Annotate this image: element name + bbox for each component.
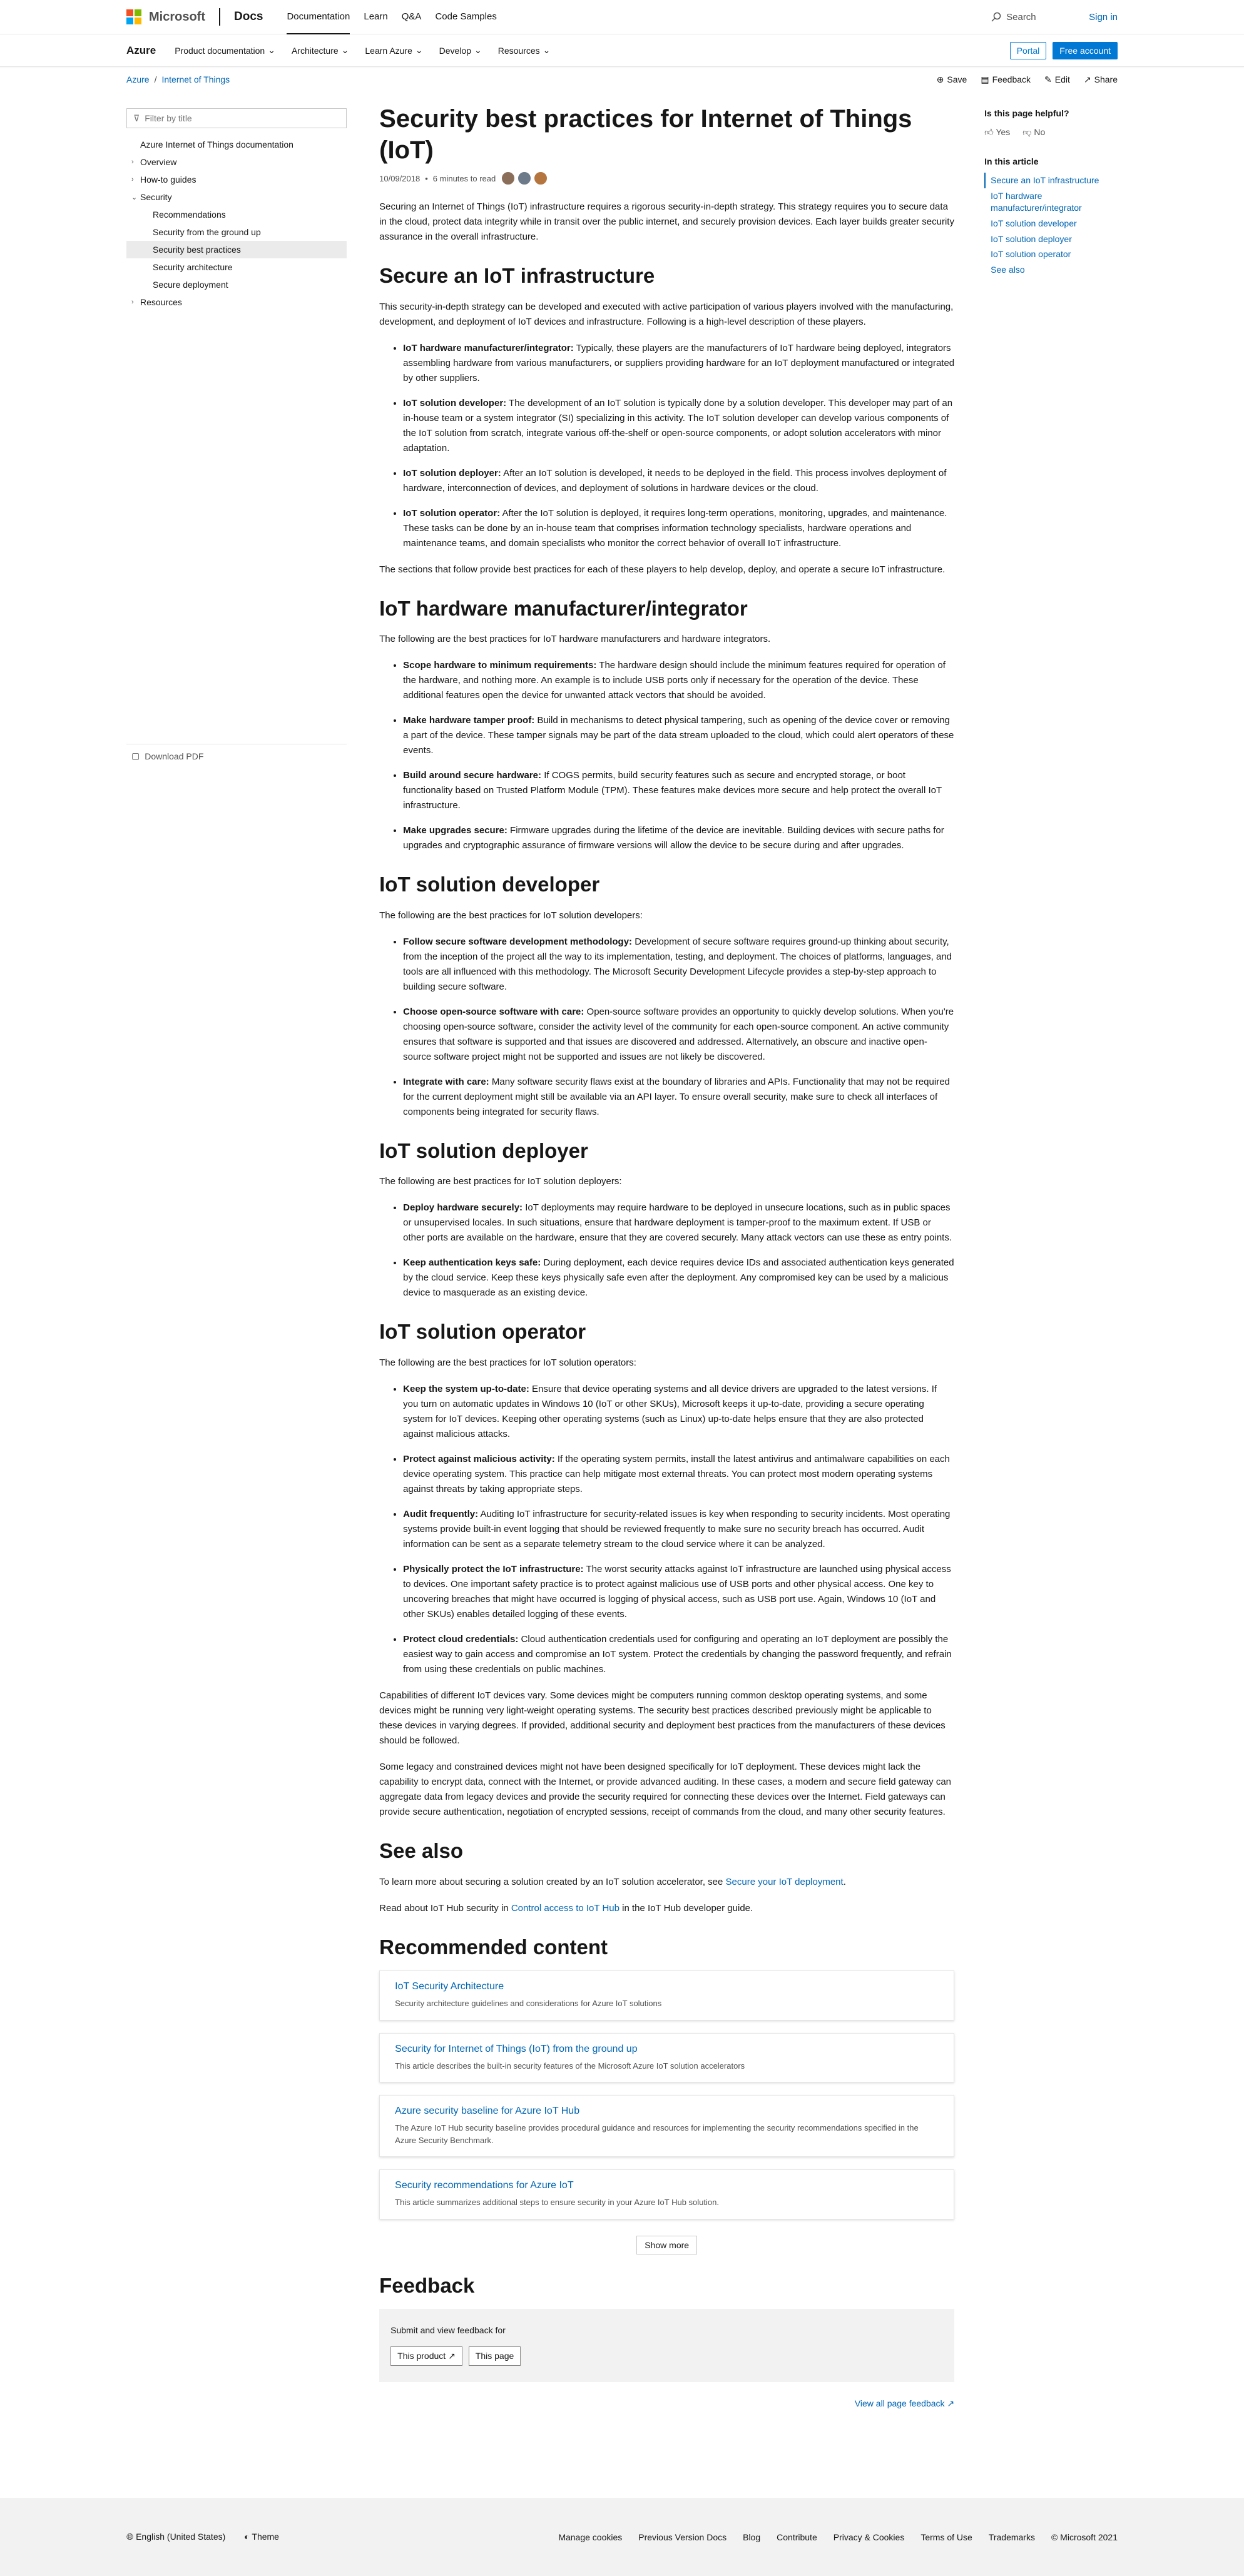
toc-link[interactable]: IoT solution operator: [991, 249, 1071, 260]
toc-item-label: How-to guides: [140, 175, 196, 185]
label: Develop: [439, 45, 471, 56]
chevron-down-icon: ⌄: [543, 45, 551, 55]
item-text: If the operating system permits, install the latest antivirus and antimalware capabilities on each device operating system. This practice can help mitigate most external threats. You can protect most modern operating systems against threats by taking appropriate steps.: [403, 1453, 950, 1494]
item-text: After an IoT solution is developed, it needs to be deployed in the field. This process involves deployment of hardware, interconnection of devices, and deployment of solutions in hardware devices or the cloud.: [403, 467, 947, 494]
chevron-down-icon: ⌄: [268, 45, 275, 55]
paragraph: [379, 1901, 954, 1916]
left-nav: [126, 92, 347, 2409]
list-item: [403, 768, 954, 813]
item-text: After the IoT solution is deployed, it requires long-term operations, monitoring, upgrades, and maintenance. These tasks can be done by an in-house team that comprises information technology specialists, hardware operations and maintenance teams, and domain specialists who monitor the correct behavior of overall IoT infrastructure.: [403, 507, 947, 549]
list-item: [403, 823, 954, 853]
list-item: [403, 1452, 954, 1497]
label: Architecture: [291, 45, 339, 56]
list-item: [403, 1382, 954, 1442]
item-title: Integrate with care:: [403, 1076, 489, 1087]
product-nav-architecture[interactable]: [292, 45, 349, 56]
read-time: 6 minutes to read: [432, 173, 496, 183]
paragraph: The following are the best practices for IoT solution developers:: [379, 910, 643, 921]
footer-link[interactable]: Contribute: [777, 2532, 817, 2542]
feedback-icon: ▤: [981, 74, 989, 84]
list-item: [403, 1562, 954, 1622]
section-heading: IoT solution operator: [379, 1320, 586, 1344]
search-input[interactable]: [989, 8, 1070, 26]
globe-icon: 🌐︎: [126, 2532, 134, 2542]
avatar[interactable]: [533, 171, 548, 186]
item-title: Make upgrades secure:: [403, 825, 507, 836]
item-title: IoT solution deployer:: [403, 467, 501, 479]
product-nav-learn[interactable]: [365, 45, 422, 56]
section-heading: See also: [379, 1838, 464, 1862]
product-nav: [175, 45, 550, 56]
label: English (United States): [136, 2532, 226, 2542]
show-more-button[interactable]: Show more: [636, 2236, 697, 2254]
avatar[interactable]: [517, 171, 532, 186]
save-button[interactable]: [937, 74, 967, 85]
paragraph: This security-in-depth strategy can be developed and executed with active participation of various players involved with the manufacturing, development, and deployment of IoT devices and infrastructure. Following is a high-level description of these players.: [379, 301, 954, 327]
breadcrumb-iot[interactable]: Internet of Things: [161, 74, 230, 84]
section-heading: Recommended content: [379, 1935, 608, 1959]
item-title: Audit frequently:: [403, 1508, 479, 1519]
item-title: Protect cloud credentials:: [403, 1633, 519, 1645]
no-button[interactable]: [1022, 127, 1045, 138]
card-title[interactable]: Security recommendations for Azure IoT: [395, 2180, 574, 2191]
item-title: Scope hardware to minimum requirements:: [403, 660, 597, 671]
toc-link[interactable]: See also: [991, 265, 1025, 275]
item-text: Typically, these players are the manufacturers of IoT hardware being deployed, integrators assembling hardware from various manufacturers, or suppliers providing hardware for an IoT deployment manufactured or integrated by other suppliers.: [403, 342, 955, 383]
item-title: Build around secure hardware:: [403, 770, 542, 781]
paragraph: Some legacy and constrained devices might not have been designed specifically for IoT deployment. These devices might lack the capability to encrypt data, connect with the Internet, or provide advanced auditing. In these cases, a modern and secure field gateway can aggregate data from legacy devices and provide the security required for connecting these devices over the Internet. Field gateways can provide secure authentication, negotiation of encrypted sessions, receipt of commands from the cloud, and many other security features.: [379, 1761, 952, 1817]
item-text: Development of secure software requires ground-up thinking about security, from the inception of the project all the way to its implementation, testing, and deployment. The choices of platforms, languages, and tools are all influenced with this methodology. The Microsoft Security Development Lifecycle provides a step-by-step approach to building secure software.: [403, 936, 952, 992]
breadcrumb-azure[interactable]: Azure: [126, 74, 150, 84]
view-all-feedback-link[interactable]: View all page feedback ↗: [854, 2398, 955, 2409]
list-item: [403, 341, 954, 386]
helpful-question: Is this page helpful?: [984, 108, 1069, 118]
toc-link[interactable]: Secure an IoT infrastructure: [984, 173, 1118, 188]
footer-links: [558, 2532, 1118, 2542]
right-column: [984, 92, 1118, 2409]
recommended-card[interactable]: [379, 1970, 954, 2021]
toc-link[interactable]: IoT solution developer: [991, 218, 1077, 228]
avatar[interactable]: [501, 171, 516, 186]
card-description: Security architecture guidelines and considerations for Azure IoT solutions: [395, 1999, 662, 2009]
toc-item-label: Azure Internet of Things documentation: [140, 139, 293, 150]
recommended-card[interactable]: [379, 2033, 954, 2083]
top-header: [0, 0, 1244, 34]
microsoft-logo-icon: [126, 9, 141, 24]
item-title: Follow secure software development methodology:: [403, 936, 633, 947]
meta-dot: •: [425, 173, 428, 183]
item-text: Auditing IoT infrastructure for security-related issues is key when responding to security incidents. Most operating systems provide built-in event logging that should be reviewed frequently to make sure no security breach has occurred. Audit information can be sent as a separate telemetry stream to the cloud service where it can be analyzed.: [403, 1508, 951, 1549]
item-title: IoT hardware manufacturer/integrator:: [403, 342, 574, 353]
label: Feedback: [992, 74, 1031, 84]
chevron-down-icon: ⌄: [474, 45, 482, 55]
label: Share: [1094, 74, 1118, 84]
toc-item-label: Recommendations: [153, 210, 226, 220]
toc-item[interactable]: [126, 258, 347, 276]
footer-link[interactable]: Terms of Use: [920, 2532, 972, 2542]
header-divider: [219, 8, 220, 26]
label: Resources: [497, 45, 540, 56]
free-account-button[interactable]: Free account: [1053, 42, 1118, 59]
pencil-icon: ✎: [1044, 74, 1052, 84]
product-nav-documentation[interactable]: [175, 45, 275, 56]
chevron-icon: ›: [131, 176, 134, 183]
toc-item-label: Security architecture: [153, 262, 233, 272]
paragraph: The following are the best practices for IoT hardware manufacturers and hardware integrators.: [379, 634, 771, 645]
item-title: Physically protect the IoT infrastructure:: [403, 1563, 584, 1575]
toc-item[interactable]: [126, 136, 347, 153]
paragraph: The following are the best practices for IoT solution operators:: [379, 1357, 636, 1368]
product-name[interactable]: Azure: [126, 44, 156, 56]
label: Theme: [252, 2532, 279, 2542]
paragraph: [379, 1875, 954, 1890]
bullet-list: [379, 341, 954, 551]
nav-learn[interactable]: Learn: [364, 11, 388, 22]
toc-item[interactable]: [126, 241, 347, 258]
pdf-icon: ▢: [131, 751, 140, 761]
label: Yes: [996, 127, 1011, 137]
breadcrumb-separator: /: [154, 74, 157, 84]
list-item: [403, 1005, 954, 1065]
product-nav-resources[interactable]: [498, 45, 551, 56]
docs-home-link[interactable]: Docs: [234, 10, 263, 23]
section-heading: Feedback: [379, 2273, 475, 2297]
text: .: [843, 1876, 846, 1887]
toc-item[interactable]: [126, 293, 347, 311]
control-access-link[interactable]: Control access to IoT Hub: [511, 1902, 619, 1914]
paragraph: The sections that follow provide best practices for each of these players to help develop, deploy, and operate a secure IoT infrastructure.: [379, 564, 946, 575]
list-item: [403, 466, 954, 496]
search-icon: [991, 12, 1001, 22]
footer-link[interactable]: © Microsoft 2021: [1051, 2532, 1118, 2542]
thumbs-up-icon: 👍︎: [984, 127, 994, 137]
card-title[interactable]: Security for Internet of Things (IoT) from the ground up: [395, 2043, 638, 2054]
sign-in-link[interactable]: Sign in: [1089, 11, 1118, 23]
list-item: [403, 1255, 954, 1301]
list-item: [403, 1632, 954, 1677]
item-text: Cloud authentication credentials used for configuring and operating an IoT deployment are possibly the easiest way to gain access and compromise an IoT system. Protect the credentials by changing the password frequently, and refrain from using these credentials on public machines.: [403, 1633, 952, 1675]
toc-item[interactable]: [126, 223, 347, 241]
section-heading: Secure an IoT infrastructure: [379, 264, 655, 287]
item-text: IoT deployments may require hardware to be deployed in unsecure locations, such as in public spaces or unsupervised locales. In such situations, ensure that hardware deployment is tamper-proof to the maximum extent. If USB or other ports are available on the hardware, ensure that they are covered securely. Many attack vectors can use these as entry points.: [403, 1202, 952, 1244]
article: [379, 92, 954, 2409]
footer-link[interactable]: Previous Version Docs: [638, 2532, 727, 2542]
list-item: [403, 1075, 954, 1120]
toc-item-label: Security: [140, 192, 172, 202]
item-title: Choose open-source software with care:: [403, 1006, 584, 1017]
list-item: [403, 658, 954, 703]
download-pdf-button[interactable]: [126, 744, 347, 761]
share-button[interactable]: [1084, 74, 1118, 85]
item-title: Protect against malicious activity:: [403, 1453, 555, 1464]
item-text: Firmware upgrades during the lifetime of the device are inevitable. Building devices with secure paths for upgrades and cryptographic assurance of firmware versions will allow the device to be secure during and after upgrades.: [403, 825, 944, 851]
chevron-icon: ⌄: [131, 193, 138, 201]
list-item: [403, 396, 954, 456]
item-text: The hardware design should include the minimum features required for operation of the hardware, and nothing more. An example is to include USB ports only if necessary for the operation of the device. These additional features open the device for unwanted attack vectors that should be avoided.: [403, 660, 946, 701]
footer-link[interactable]: Privacy & Cookies: [833, 2532, 905, 2542]
item-title: Make hardware tamper proof:: [403, 715, 535, 726]
footer: [0, 2498, 1244, 2576]
nav-documentation[interactable]: Documentation: [287, 0, 350, 34]
recommended-card[interactable]: [379, 2095, 954, 2157]
item-title: Deploy hardware securely:: [403, 1202, 523, 1214]
footer-link[interactable]: Blog: [743, 2532, 761, 2542]
in-this-article: [984, 173, 1118, 278]
nav-code-samples[interactable]: Code Samples: [435, 11, 497, 22]
feedback-button[interactable]: [981, 74, 1031, 85]
chevron-down-icon: ⌄: [415, 45, 423, 55]
footer-link[interactable]: Trademarks: [988, 2532, 1035, 2542]
locale-selector[interactable]: [126, 2532, 225, 2542]
list-item: [403, 1200, 954, 1245]
item-text: The development of an IoT solution is typically done by a solution developer. This developer may part of an in-house team or a system integrator (SI) specializing in this activity. The IoT solution developer can develop various components of the IoT solution from scratch, integrate various off-the-shelf or open-source components, or adopt solution accelerators with minor adaptation.: [403, 397, 953, 454]
edit-button[interactable]: [1044, 74, 1070, 85]
toc-link[interactable]: IoT hardware manufacturer/integrator: [991, 190, 1082, 213]
feedback-box: [379, 2309, 954, 2382]
paragraph: The following are best practices for IoT solution deployers:: [379, 1176, 622, 1187]
card-description: The Azure IoT Hub security baseline provides procedural guidance and resources for implementing the security recommendations specified in the Azure Security Benchmark.: [395, 2123, 919, 2145]
footer-link[interactable]: Manage cookies: [558, 2532, 623, 2542]
filter-placeholder: Filter by title: [145, 113, 192, 123]
bullet-list: [379, 935, 954, 1120]
label: No: [1034, 127, 1046, 137]
bullet-list: [379, 1382, 954, 1677]
toc-item-label: Security from the ground up: [153, 227, 261, 237]
item-text: Open-source software provides an opportunity to quickly develop solutions. When you're choosing open-source software, consider the activity level of the community for each open-source component. An active community ensures that software is supported and that issues are discovered and addressed. Alternatively, an obscure and inactive open-source software project might not be supported and issues are not likely be discovered.: [403, 1006, 954, 1062]
card-description: This article summarizes additional steps to ensure security in your Azure IoT Hub solution.: [395, 2198, 719, 2208]
item-title: Keep the system up-to-date:: [403, 1383, 529, 1394]
microsoft-logo[interactable]: [126, 9, 205, 24]
list-item: [403, 1507, 954, 1552]
product-bar: [0, 34, 1244, 67]
toc-item-label: Secure deployment: [153, 280, 228, 290]
filter-input[interactable]: [126, 108, 347, 128]
item-text: The worst security attacks against IoT infrastructure are launched using physical access to devices. One important safety practice is to protect against malicious use of USB ports and other physical access. One key to uncovering breaches that might have occurred is logging of physical access, such as USB port use. Again, Windows 10 (IoT and other SKUs) enables detailed logging of these events.: [403, 1563, 951, 1620]
feedback-label: Submit and view feedback for: [390, 2325, 506, 2336]
share-icon: ↗: [1083, 74, 1091, 84]
article-meta: [379, 171, 954, 186]
toc-title: In this article: [984, 156, 1039, 166]
top-nav: [287, 0, 496, 34]
this-page-button[interactable]: This page: [469, 2346, 521, 2366]
chevron-down-icon: ⌄: [341, 45, 349, 55]
yes-button[interactable]: [984, 127, 1010, 138]
chevron-icon: ›: [131, 158, 134, 166]
intro-paragraph: Securing an Internet of Things (IoT) infrastructure requires a rigorous security-in-depth strategy. This strategy requires you to secure data in the cloud, protect data integrity while in transit over the public internet, and securely provision devices. Each layer builds greater security assurance in the overall infrastructure.: [379, 201, 954, 242]
toc-item-label: Resources: [140, 297, 182, 307]
item-text: Ensure that device operating systems and all device drivers are upgraded to the latest versions. If you turn on automatic updates in Windows 10 (IoT or other SKUs), Microsoft keeps it up-to-date, providing a secure operating system for IoT devices. Keeping other operating systems (such as Linux) up-to-date helps ensure that they are also protected against malicious attacks.: [403, 1383, 937, 1439]
list-item: [403, 713, 954, 758]
search-placeholder: Search: [1006, 11, 1036, 23]
item-title: Keep authentication keys safe:: [403, 1257, 541, 1269]
toc-item[interactable]: [126, 206, 347, 223]
toc-link[interactable]: IoT solution deployer: [991, 233, 1072, 244]
paragraph: Capabilities of different IoT devices vary. Some devices might be computers running common desktop operating systems, and some devices might be running very light-weight operating systems. The security best practices described previously might be applicable to these devices in varying degrees. If provided, additional security and deployment best practices from the manufacturers of these devices should be followed.: [379, 1690, 946, 1746]
section-heading: IoT solution developer: [379, 873, 600, 896]
text: in the IoT Hub developer guide.: [619, 1902, 753, 1914]
item-title: IoT solution operator:: [403, 507, 501, 519]
recommended-card[interactable]: [379, 2169, 954, 2219]
download-label: Download PDF: [145, 751, 204, 761]
card-description: This article describes the built-in security features of the Microsoft Azure IoT solution accelerators: [395, 2061, 745, 2071]
secure-deployment-link[interactable]: Secure your IoT deployment: [725, 1876, 844, 1887]
item-text: Many software security flaws exist at the boundary of libraries and APIs. Functionality that may not be required for the current deployment might still be available via an API layer. To ensure overall security, make sure to check all interfaces of components being integrated for security flaws.: [403, 1076, 950, 1117]
item-text: During deployment, each device requires device IDs and associated authentication keys generated by the cloud service. Keep these keys physically safe even after the deployment. Any compromised key can be used by a malicious device to masquerade as an existing device.: [403, 1257, 954, 1299]
text: To learn more about securing a solution created by an IoT solution accelerator, see: [379, 1876, 726, 1887]
section-heading: IoT solution deployer: [379, 1138, 588, 1162]
nav-qa[interactable]: Q&A: [401, 11, 422, 22]
plus-circle-icon: ⊕: [936, 74, 944, 84]
label: Learn Azure: [365, 45, 412, 56]
item-text: If COGS permits, build security features such as secure and encrypted storage, or boot functionality based on Trusted Platform Module (TPM). These features make devices more secure and help protect the overall IoT infrastructure.: [403, 770, 942, 811]
text: Read about IoT Hub security in: [379, 1902, 511, 1914]
chevron-icon: ›: [131, 298, 134, 306]
label: Edit: [1054, 74, 1070, 84]
list-item: [403, 506, 954, 551]
list-item: [403, 935, 954, 995]
theme-selector[interactable]: [244, 2532, 279, 2542]
label: Product documentation: [175, 45, 265, 56]
page-title: Security best practices for Internet of Things (IoT): [379, 105, 912, 164]
bullet-list: [379, 1200, 954, 1301]
thumbs-down-icon: 👎︎: [1022, 127, 1032, 137]
theme-icon: ◐: [244, 2532, 250, 2542]
brand-name: Microsoft: [149, 9, 205, 24]
toc-item[interactable]: [126, 171, 347, 188]
this-product-button[interactable]: This product ↗: [390, 2346, 462, 2366]
toc-tree: [126, 136, 347, 311]
section-heading: IoT hardware manufacturer/integrator: [379, 596, 748, 620]
toc-item-label: Security best practices: [153, 245, 241, 255]
toc-item[interactable]: [126, 276, 347, 293]
card-title[interactable]: IoT Security Architecture: [395, 1981, 504, 1992]
toc-item[interactable]: [126, 153, 347, 171]
portal-button[interactable]: Portal: [1010, 42, 1047, 59]
product-nav-develop[interactable]: [439, 45, 482, 56]
page-actions: [937, 74, 1118, 85]
recommended-list: [379, 1970, 954, 2219]
toc-item[interactable]: [126, 188, 347, 206]
toc-item-label: Overview: [140, 157, 177, 167]
card-title[interactable]: Azure security baseline for Azure IoT Hub: [395, 2106, 580, 2117]
item-text: Build in mechanisms to detect physical tampering, such as opening of the device cover or removing a part of the device. These tamper signals may be part of the data stream uploaded to the cloud, which could alert operators of these events.: [403, 715, 954, 756]
item-title: IoT solution developer:: [403, 397, 507, 408]
article-date: 10/09/2018: [379, 173, 421, 183]
bullet-list: [379, 658, 954, 853]
breadcrumb-row: [0, 67, 1244, 92]
filter-icon: ⊽: [133, 113, 140, 123]
label: Save: [947, 74, 967, 84]
